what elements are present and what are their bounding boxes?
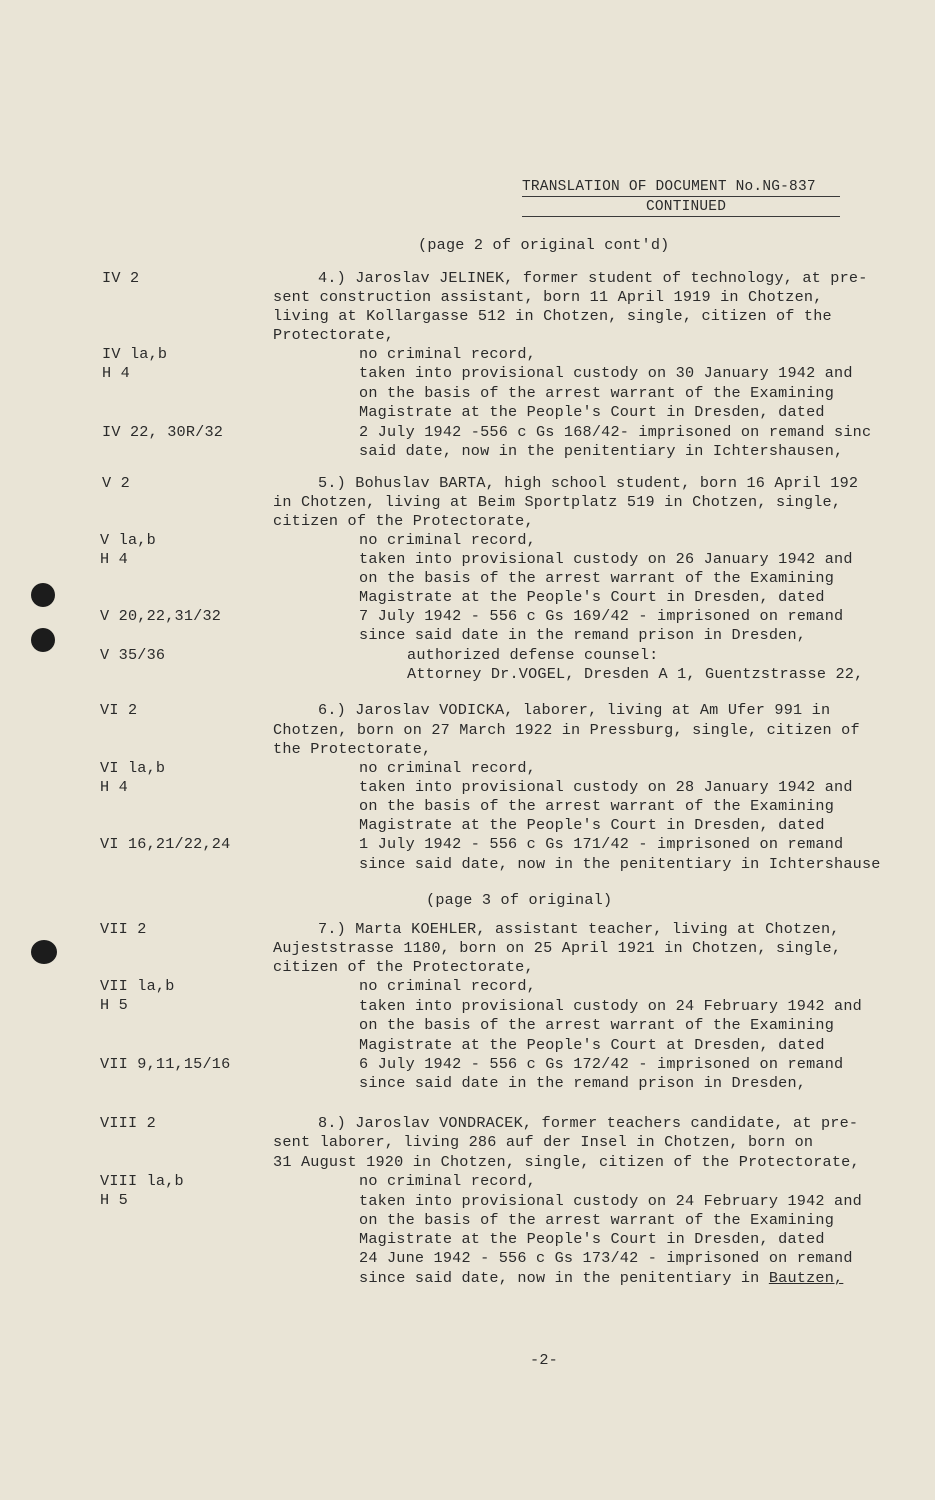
body-line-last [359, 1269, 843, 1288]
body-line: sent laborer, living 286 auf der Insel in Chotzen, born on [273, 1133, 814, 1151]
margin-ref: IV 2 [102, 269, 140, 287]
title-underline [522, 196, 840, 197]
body-line-text: since said date, now in the penitentiary in [359, 1269, 769, 1287]
underlined-place: Bautzen, [768, 1269, 844, 1287]
margin-ref: V 20,22,31/32 [100, 607, 222, 625]
body-line: citizen of the Protectorate, [273, 958, 534, 976]
body-line: on the basis of the arrest warrant of the Examining [359, 1211, 835, 1229]
margin-ref: VII 9,11,15/16 [100, 1055, 231, 1073]
margin-ref: VII 2 [100, 920, 147, 938]
body-line: no criminal record, [359, 759, 536, 777]
body-line: 8.) Jaroslav VONDRACEK, former teachers candidate, at pre- [318, 1114, 859, 1132]
body-line: Magistrate at the People's Court at Dresden, dated [359, 1036, 825, 1054]
page-note: (page 2 of original cont'd) [418, 236, 670, 254]
body-line: Protectorate, [273, 326, 395, 344]
margin-ref: IV la,b [102, 345, 168, 363]
body-line: 24 June 1942 - 556 c Gs 173/42 - imprisoned on remand [359, 1249, 853, 1267]
body-line: Attorney Dr.VOGEL, Dresden A 1, Guentzstrasse 22, [407, 665, 864, 683]
body-line: Aujeststrasse 1180, born on 25 April 1921 in Chotzen, single, [273, 939, 842, 957]
body-line: since said date in the remand prison in Dresden, [359, 626, 807, 644]
body-line: said date, now in the penitentiary in Ichtershausen, [359, 442, 844, 460]
punch-hole [31, 628, 55, 652]
body-line: on the basis of the arrest warrant of the Examining [359, 569, 835, 587]
body-line: no criminal record, [359, 977, 536, 995]
body-line: on the basis of the arrest warrant of the Examining [359, 1016, 835, 1034]
body-line: 2 July 1942 -556 c Gs 168/42- imprisoned on remand sinc [359, 423, 872, 441]
margin-ref: H 5 [100, 996, 128, 1014]
page-note: (page 3 of original) [426, 891, 613, 909]
body-line: no criminal record, [359, 531, 536, 549]
punch-hole [31, 940, 57, 964]
body-line: 7 July 1942 - 556 c Gs 169/42 - imprisoned on remand [359, 607, 844, 625]
margin-ref: V 35/36 [100, 646, 166, 664]
body-line: citizen of the Protectorate, [273, 512, 534, 530]
body-line: Magistrate at the People's Court in Dresden, dated [359, 403, 825, 421]
margin-ref: VI la,b [100, 759, 166, 777]
body-line: 1 July 1942 - 556 c Gs 171/42 - imprisoned on remand [359, 835, 844, 853]
body-line: 31 August 1920 in Chotzen, single, citizen of the Protectorate, [273, 1153, 860, 1171]
body-line: no criminal record, [359, 1172, 536, 1190]
body-line: taken into provisional custody on 28 January 1942 and [359, 778, 853, 796]
margin-ref: VI 16,21/22,24 [100, 835, 231, 853]
margin-ref: IV 22, 30R/32 [102, 423, 224, 441]
margin-ref: VIII 2 [100, 1114, 156, 1132]
margin-ref: H 4 [100, 778, 128, 796]
margin-ref: H 5 [100, 1191, 128, 1209]
body-line: no criminal record, [359, 345, 536, 363]
continued-underline [522, 216, 840, 217]
body-line: on the basis of the arrest warrant of the Examining [359, 797, 835, 815]
body-line: 6.) Jaroslav VODICKA, laborer, living at Am Ufer 991 in [318, 701, 831, 719]
punch-hole [31, 583, 55, 607]
margin-ref: VI 2 [100, 701, 138, 719]
body-line: on the basis of the arrest warrant of the Examining [359, 384, 835, 402]
body-line: the Protectorate, [273, 740, 432, 758]
body-line: taken into provisional custody on 26 January 1942 and [359, 550, 853, 568]
body-line: 7.) Marta KOEHLER, assistant teacher, living at Chotzen, [318, 920, 840, 938]
body-line: Magistrate at the People's Court in Dresden, dated [359, 816, 825, 834]
body-line: Magistrate at the People's Court in Dresden, dated [359, 1230, 825, 1248]
continued-label: CONTINUED [646, 199, 727, 215]
body-line: since said date in the remand prison in Dresden, [359, 1074, 807, 1092]
body-line: sent construction assistant, born 11 April 1919 in Chotzen, [273, 288, 823, 306]
body-line: authorized defense counsel: [407, 646, 659, 664]
body-line: living at Kollargasse 512 in Chotzen, single, citizen of the [273, 307, 832, 325]
body-line: 4.) Jaroslav JELINEK, former student of technology, at pre- [318, 269, 868, 287]
body-line: Magistrate at the People's Court in Dresden, dated [359, 588, 825, 606]
body-line: Chotzen, born on 27 March 1922 in Pressburg, single, citizen of [273, 721, 860, 739]
body-line: 5.) Bohuslav BARTA, high school student, born 16 April 192 [318, 474, 859, 492]
body-line: 6 July 1942 - 556 c Gs 172/42 - imprisoned on remand [359, 1055, 844, 1073]
body-line: since said date, now in the penitentiary in Ichtershause [359, 855, 881, 873]
margin-ref: H 4 [102, 364, 130, 382]
margin-ref: V 2 [102, 474, 130, 492]
margin-ref: VIII la,b [100, 1172, 184, 1190]
body-line: in Chotzen, living at Beim Sportplatz 519 in Chotzen, single, [273, 493, 842, 511]
body-line: taken into provisional custody on 30 January 1942 and [359, 364, 853, 382]
document-title: TRANSLATION OF DOCUMENT No.NG-837 [522, 179, 816, 195]
margin-ref: H 4 [100, 550, 128, 568]
page-number: -2- [530, 1351, 558, 1369]
body-line: taken into provisional custody on 24 February 1942 and [359, 1192, 862, 1210]
margin-ref: V la,b [100, 531, 156, 549]
margin-ref: VII la,b [100, 977, 175, 995]
body-line: taken into provisional custody on 24 February 1942 and [359, 997, 862, 1015]
